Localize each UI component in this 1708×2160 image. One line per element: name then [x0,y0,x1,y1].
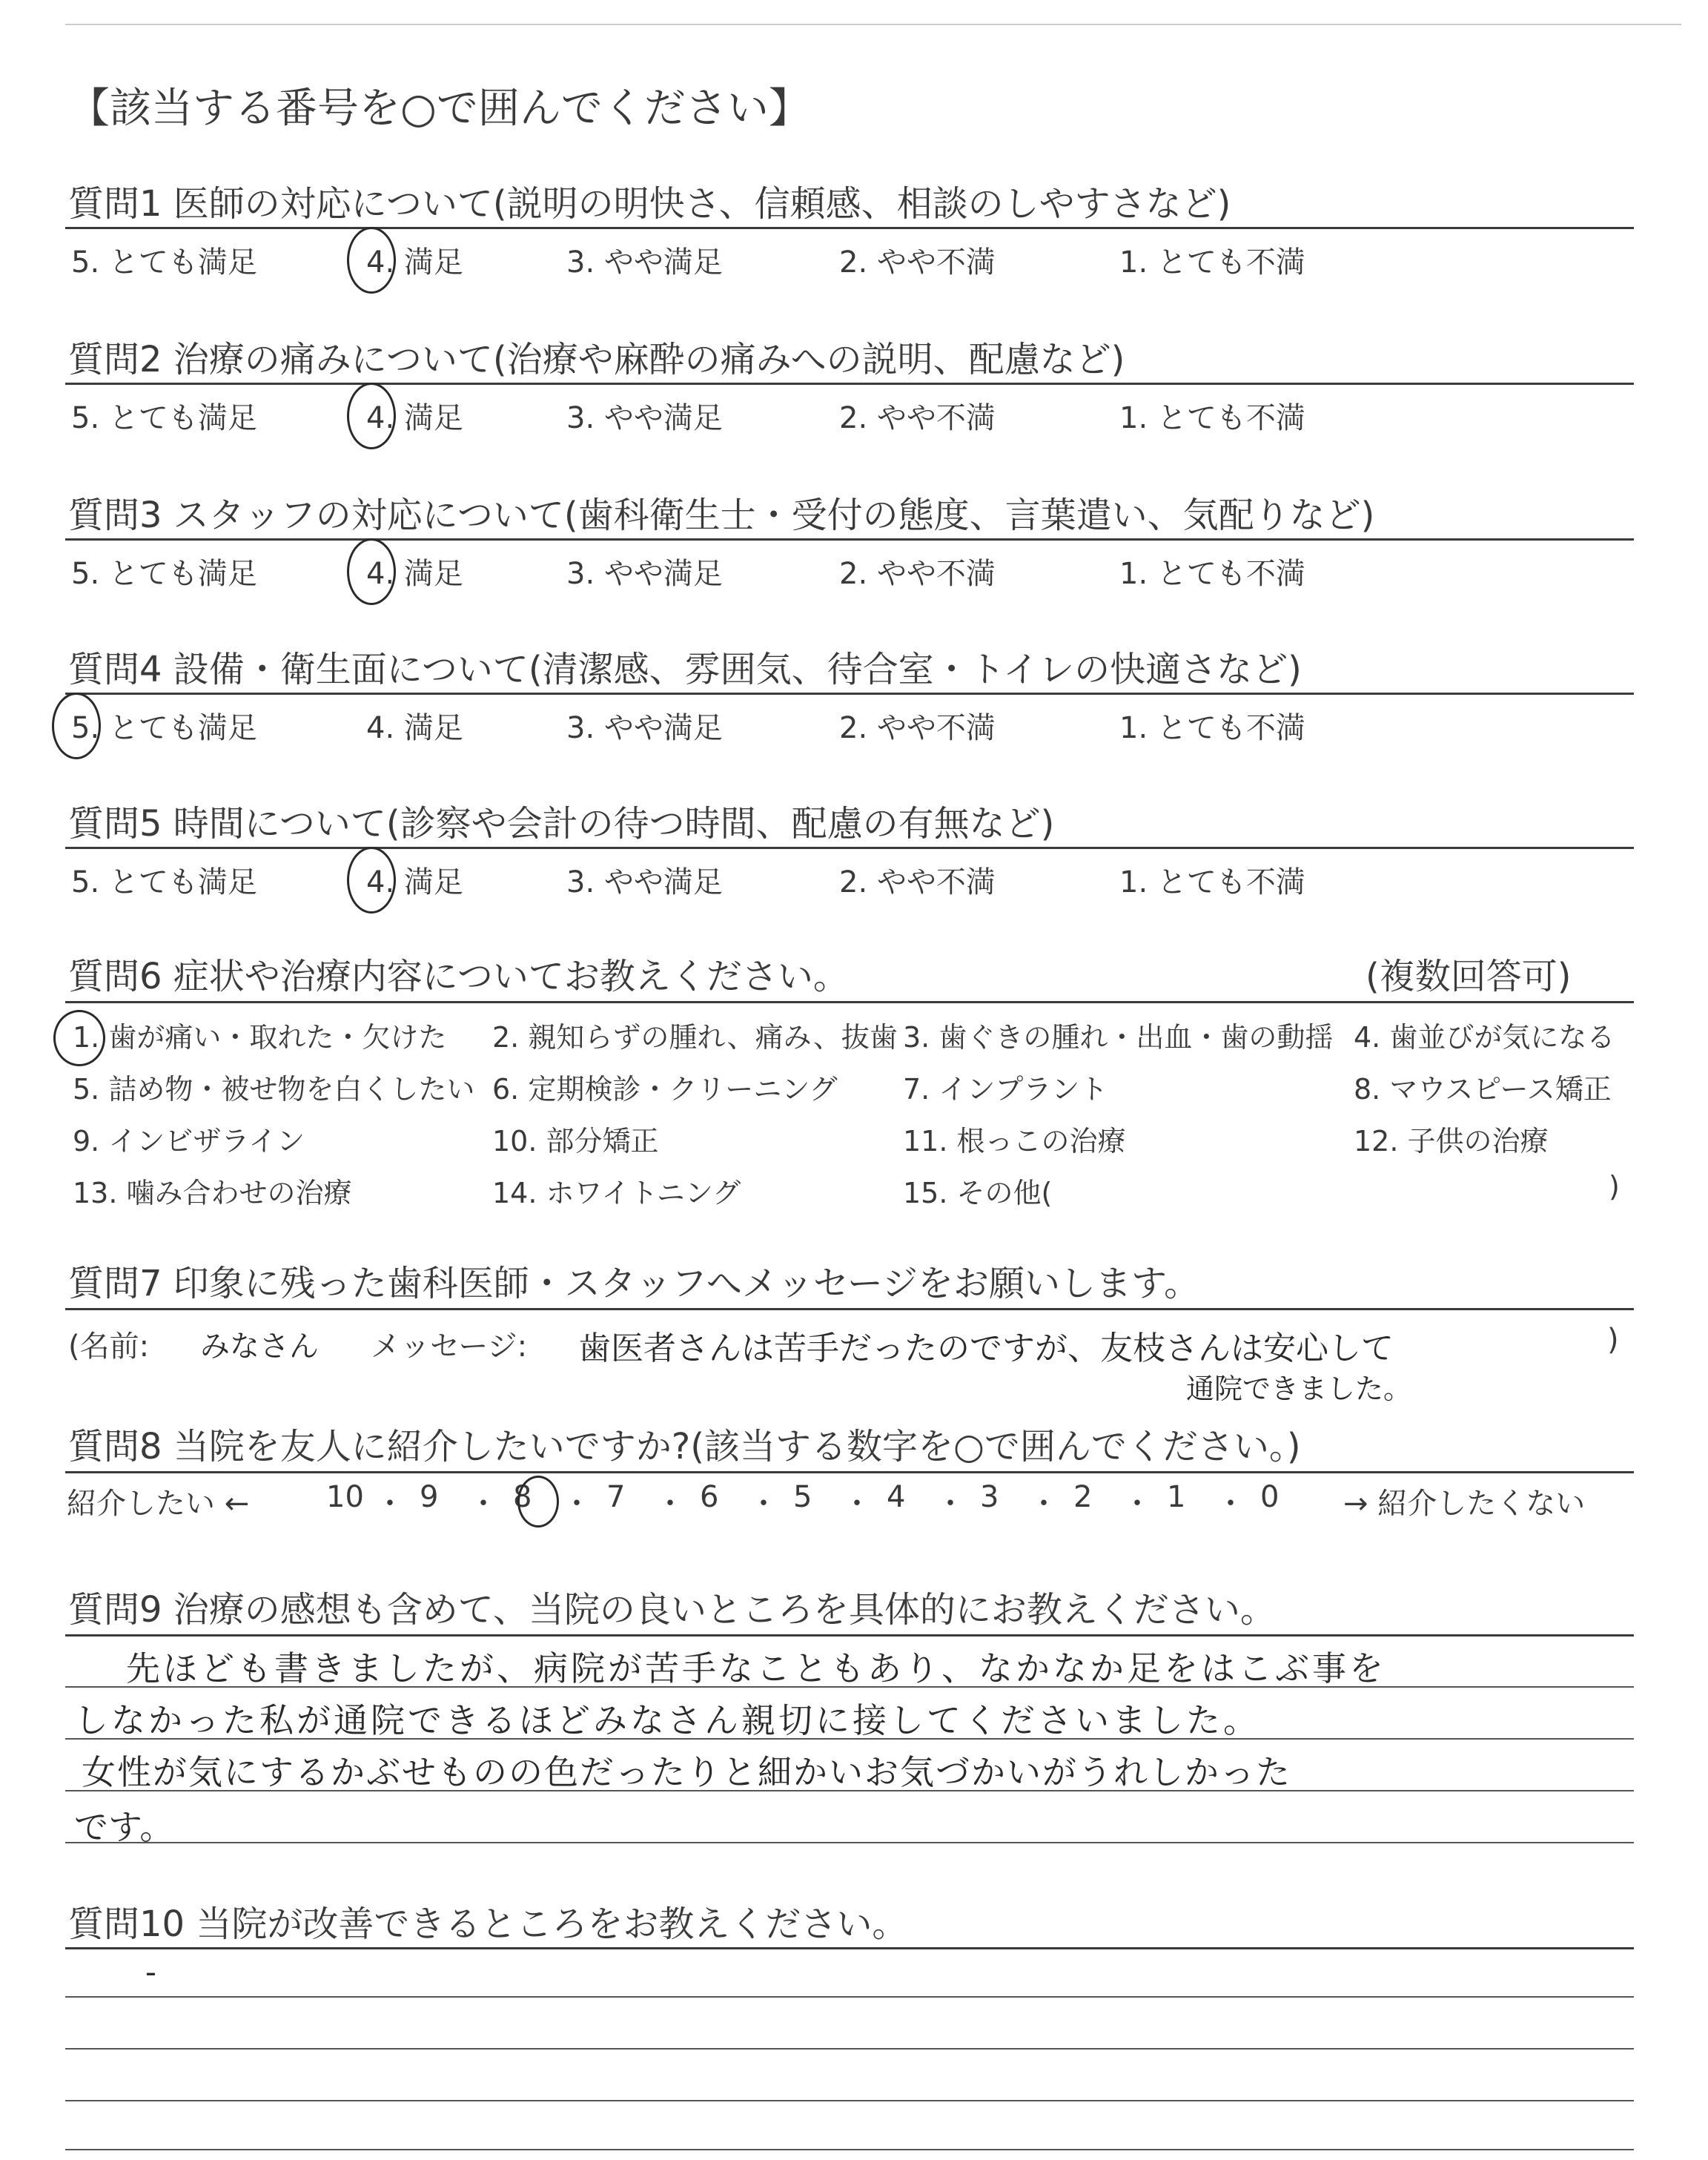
q1-option-5[interactable]: 5. とても満足 [71,245,257,280]
q8-rule [65,1471,1634,1473]
q6-option-12[interactable]: 12. 子供の治療 [1354,1125,1549,1157]
q9-answer-line2: しなかった私が通院できるほどみなさん親切に接してくださいました。 [74,1700,1260,1740]
q9-answer-line3: 女性が気にするかぶせものの色だったりと細かいお気づかいがうれしかった [82,1752,1291,1792]
q10-line-3 [65,2100,1634,2101]
q8-number-4[interactable]: 4 [887,1480,906,1514]
q6-option-1[interactable]: 1. 歯が痛い・取れた・欠けた [73,1021,447,1054]
q6-option-8[interactable]: 8. マウスピース矯正 [1354,1073,1612,1106]
q3-option-5[interactable]: 5. とても満足 [71,557,257,591]
q7-message-line2: 通院できました。 [1186,1373,1412,1405]
q3-option-3[interactable]: 3. やや満足 [566,557,723,591]
q6-option-11[interactable]: 11. 根っこの治療 [903,1125,1126,1157]
q5-option-2[interactable]: 2. やや不満 [839,865,996,899]
q8-separator-dot: ・ [1029,1487,1059,1521]
q6-option-10[interactable]: 10. 部分矯正 [492,1125,659,1157]
q6-other-close-paren: ) [1609,1170,1620,1203]
q8-separator-dot: ・ [375,1487,405,1521]
q5-rule [65,847,1634,849]
q6-option-13[interactable]: 13. 噛み合わせの治療 [73,1177,352,1209]
q6-title: 質問6 症状や治療内容についてお教えください。 [68,956,849,997]
q8-separator-dot: ・ [655,1487,685,1521]
q8-separator-dot: ・ [842,1487,872,1521]
q8-number-1[interactable]: 1 [1167,1480,1186,1514]
q8-number-9[interactable]: 9 [420,1480,439,1514]
q1-option-2[interactable]: 2. やや不満 [839,245,996,280]
q10-line-1 [65,1996,1634,1998]
q2-title: 質問2 治療の痛みについて(治療や麻酔の痛みへの説明、配慮など) [68,339,1125,380]
q8-number-0[interactable]: 0 [1260,1480,1280,1514]
q6-option-3[interactable]: 3. 歯ぐきの腫れ・出血・歯の動揺 [903,1021,1334,1054]
q4-title: 質問4 設備・衛生面について(清潔感、雰囲気、待合室・トイレの快適さなど) [68,649,1302,690]
q10-line-2 [65,2048,1634,2050]
q2-option-4[interactable]: 4. 満足 [366,401,463,435]
q3-option-2[interactable]: 2. やや不満 [839,557,996,591]
q7-message-line1: 歯医者さんは苦手だったのですが、友枝さんは安心して [578,1330,1394,1367]
q1-rule [65,227,1634,229]
q7-close-paren: ) [1607,1323,1619,1357]
q7-message-label: メッセージ: [371,1330,528,1364]
q7-title: 質問7 印象に残った歯科医師・スタッフへメッセージをお願いします。 [68,1263,1200,1304]
q8-number-10[interactable]: 10 [326,1480,364,1514]
q6-option-4[interactable]: 4. 歯並びが気になる [1354,1021,1615,1054]
q10-rule [65,1947,1634,1949]
q6-rule [65,1001,1634,1003]
q8-number-3[interactable]: 3 [980,1480,999,1514]
q4-option-5[interactable]: 5. とても満足 [71,711,257,745]
q8-separator-dot: ・ [1122,1487,1152,1521]
q4-option-1[interactable]: 1. とても不満 [1119,711,1305,745]
q6-option-2[interactable]: 2. 親知らずの腫れ、痛み、抜歯 [492,1021,898,1054]
q8-number-6[interactable]: 6 [700,1480,719,1514]
q9-answer-line4: です。 [74,1807,174,1847]
q2-option-1[interactable]: 1. とても不満 [1119,401,1305,435]
form-header: 【該当する番号を○で囲んでください】 [68,85,810,133]
q8-separator-dot: ・ [469,1487,498,1521]
q1-option-4[interactable]: 4. 満足 [366,245,463,280]
q6-note: (複数回答可) [1366,956,1572,997]
q7-name-label: (名前: [68,1330,150,1364]
q7-name-value: みなさん [200,1330,319,1364]
q6-option-9[interactable]: 9. インビザライン [73,1125,305,1157]
q4-selected-circle [52,693,101,759]
top-border [65,24,1681,25]
q1-option-3[interactable]: 3. やや満足 [566,245,723,280]
q7-rule [65,1308,1634,1310]
q5-selected-circle [347,847,396,914]
q9-title: 質問9 治療の感想も含めて、当院の良いところを具体的にお教えください。 [68,1589,1276,1631]
q4-option-2[interactable]: 2. やや不満 [839,711,996,745]
q8-left-label: 紹介したい ← [67,1487,250,1521]
q5-option-4[interactable]: 4. 満足 [366,865,463,899]
q8-right-label: → 紹介したくない [1343,1487,1586,1521]
q4-option-3[interactable]: 3. やや満足 [566,711,723,745]
q2-option-3[interactable]: 3. やや満足 [566,401,723,435]
q5-title: 質問5 時間について(診察や会計の待つ時間、配慮の有無など) [68,803,1055,845]
q6-option-5[interactable]: 5. 詰め物・被せ物を白くしたい [73,1073,475,1106]
q10-title: 質問10 当院が改善できるところをお教えください。 [68,1903,908,1945]
q9-rule [65,1634,1634,1636]
q4-option-4[interactable]: 4. 満足 [366,711,463,745]
q10-line-4 [65,2149,1634,2150]
q3-option-4[interactable]: 4. 満足 [366,557,463,591]
q5-option-3[interactable]: 3. やや満足 [566,865,723,899]
q2-selected-circle [347,383,396,449]
q6-option-14[interactable]: 14. ホワイトニング [492,1177,741,1209]
q1-selected-circle [347,227,396,294]
q3-option-1[interactable]: 1. とても不満 [1119,557,1305,591]
q8-separator-dot: ・ [936,1487,965,1521]
q3-title: 質問3 スタッフの対応について(歯科衛生士・受付の態度、言葉遣い、気配りなど) [68,495,1375,536]
q6-option-7[interactable]: 7. インプラント [903,1073,1108,1106]
q8-title: 質問8 当院を友人に紹介したいですか?(該当する数字を○で囲んでください。) [68,1426,1301,1467]
q4-rule [65,693,1634,695]
q10-answer: - [145,1953,156,1991]
q5-option-1[interactable]: 1. とても不満 [1119,865,1305,899]
q8-separator-dot: ・ [749,1487,778,1521]
q1-title: 質問1 医師の対応について(説明の明快さ、信頼感、相談のしやすさなど) [68,183,1231,225]
q8-number-8[interactable]: 8 [513,1480,532,1514]
q2-rule [65,383,1634,385]
q8-number-7[interactable]: 7 [606,1480,626,1514]
q2-option-2[interactable]: 2. やや不満 [839,401,996,435]
q9-answer-line1: 先ほども書きましたが、病院が苦手なこともあり、なかなか足をはこぶ事を [126,1648,1386,1688]
q8-separator-dot: ・ [562,1487,592,1521]
q1-option-1[interactable]: 1. とても不満 [1119,245,1305,280]
q8-separator-dot: ・ [1216,1487,1245,1521]
q9-line-4 [65,1842,1634,1843]
q6-option-6[interactable]: 6. 定期検診・クリーニング [492,1073,838,1106]
q8-selected-circle [517,1476,559,1527]
q8-number-5[interactable]: 5 [793,1480,812,1514]
q8-number-2[interactable]: 2 [1073,1480,1093,1514]
q3-rule [65,538,1634,541]
q6-selected-circle [53,1010,105,1066]
q5-option-5[interactable]: 5. とても満足 [71,865,257,899]
q2-option-5[interactable]: 5. とても満足 [71,401,257,435]
q3-selected-circle [347,538,396,605]
q6-option-15[interactable]: 15. その他( [903,1177,1053,1209]
